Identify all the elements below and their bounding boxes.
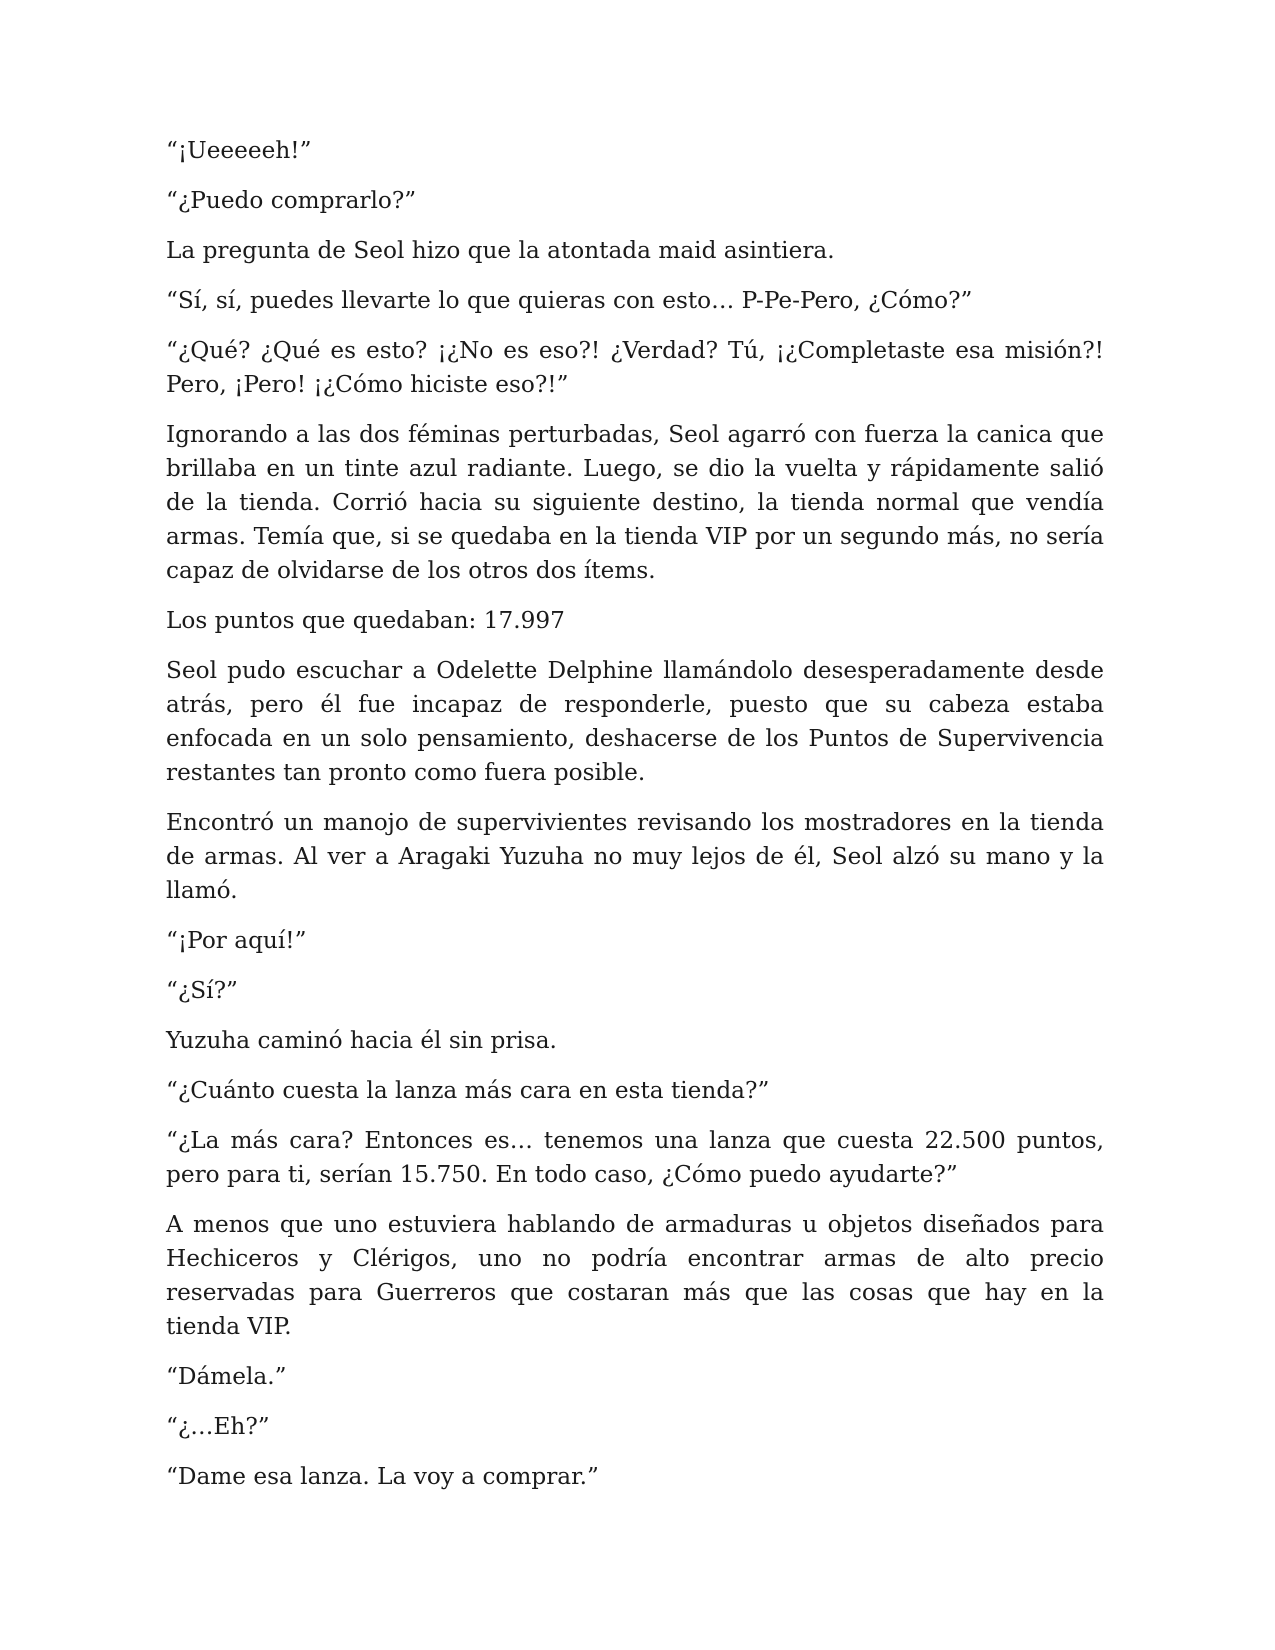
paragraph: “¿Puedo comprarlo?” [166, 187, 417, 214]
paragraph: “¿…Eh?” [166, 1413, 270, 1440]
paragraph: “¿Sí?” [166, 977, 238, 1004]
paragraph: Yuzuha caminó hacia él sin prisa. [166, 1027, 557, 1054]
paragraph: “¿Cuánto cuesta la lanza más cara en esta tienda?” [166, 1077, 770, 1104]
paragraph: “¿La más cara? Entonces es… tenemos una lanza que cuesta 22.500 puntos, pero para ti, serían 15.750. En todo caso, ¿Cómo puedo ayudarte?” [166, 1127, 1104, 1188]
paragraph: Seol pudo escuchar a Odelette Delphine llamándolo desesperadamente desde atrás, pero él fue incapaz de responderle, puesto que su cabeza estaba enfocada en un solo pensamiento, deshacerse de los Puntos de Supervivencia restantes tan pronto como fuera posible. [166, 657, 1104, 786]
paragraph: A menos que uno estuviera hablando de armaduras u objetos diseñados para Hechiceros y Clérigos, uno no podría encontrar armas de alto precio reservadas para Guerreros que costaran más que las cosas que hay en la tienda VIP. [166, 1211, 1104, 1340]
paragraph: “¡Ueeeeeh!” [166, 137, 312, 164]
paragraph: Ignorando a las dos féminas perturbadas, Seol agarró con fuerza la canica que brillaba en un tinte azul radiante. Luego, se dio la vuelta y rápidamente salió de la tienda. Corrió hacia su siguiente destino, la tienda normal que vendía armas. Temía que, si se quedaba en la tienda VIP por un segundo más, no sería capaz de olvidarse de los otros dos ítems. [166, 421, 1104, 584]
paragraph: La pregunta de Seol hizo que la atontada maid asintiera. [166, 237, 835, 264]
paragraph: Encontró un manojo de supervivientes revisando los mostradores en la tienda de armas. Al ver a Aragaki Yuzuha no muy lejos de él, Seol alzó su mano y la llamó. [166, 809, 1104, 904]
paragraph: “Dame esa lanza. La voy a comprar.” [166, 1463, 599, 1490]
text-column [166, 134, 1104, 1510]
paragraph: “¡Por aquí!” [166, 927, 307, 954]
paragraph: “Sí, sí, puedes llevarte lo que quieras con esto… P-Pe-Pero, ¿Cómo?” [166, 287, 973, 314]
paragraph: “¿Qué? ¿Qué es esto? ¡¿No es eso?! ¿Verdad? Tú, ¡¿Completaste esa misión?! Pero, ¡Pero! ¡¿Cómo hiciste eso?!” [166, 337, 1104, 398]
paragraph: Los puntos que quedaban: 17.997 [166, 607, 565, 634]
paragraph: “Dámela.” [166, 1363, 287, 1390]
